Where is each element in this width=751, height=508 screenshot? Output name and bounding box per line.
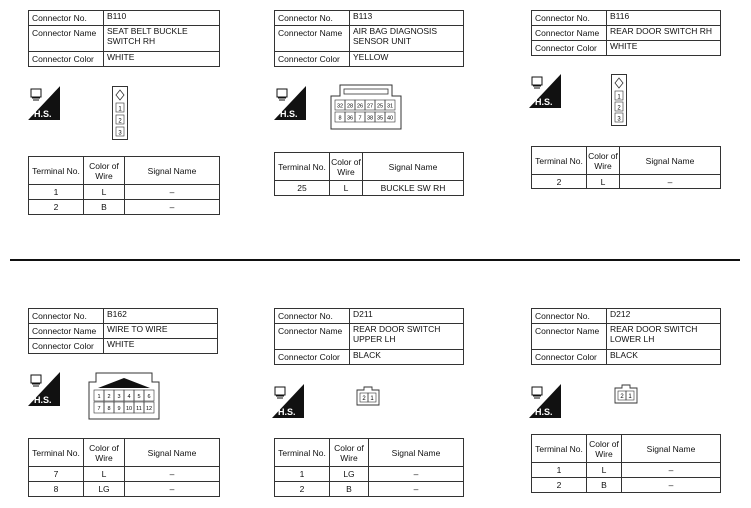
table-row: 25 L BUCKLE SW RH [275, 181, 464, 196]
table-row: 1 LG – [275, 467, 464, 482]
svg-text:27: 27 [366, 103, 374, 110]
table-row: 1 L – [532, 463, 721, 478]
connector-block-d212 [531, 308, 721, 365]
connector-face-d212 [614, 384, 638, 404]
svg-text:6: 6 [147, 394, 151, 400]
harness-side-icon [272, 384, 304, 418]
connector-info-table: Connector No. D212 Connector Name REAR DOOR SWITCH LOWER LH Connector Color BLACK [531, 308, 721, 365]
svg-text:26: 26 [356, 103, 364, 110]
harness-side-icon [529, 384, 561, 418]
svg-text:H.S.: H.S. [34, 395, 52, 405]
terminal-table-d212: Terminal No. Color of Wire Signal Name 1 L – 2 B – [531, 434, 721, 493]
harness-side-icon [28, 372, 60, 406]
table-row: 8 LG – [29, 482, 220, 497]
svg-text:9: 9 [117, 406, 121, 412]
connector-face-b110 [112, 86, 128, 140]
svg-text:5: 5 [137, 394, 141, 400]
connector-block-b162 [28, 308, 218, 354]
svg-text:11: 11 [136, 406, 142, 412]
svg-text:H.S.: H.S. [278, 407, 296, 417]
svg-text:2: 2 [620, 394, 624, 400]
svg-text:12: 12 [145, 406, 153, 412]
connector-block-b116 [531, 10, 721, 56]
svg-text:28: 28 [346, 103, 354, 110]
svg-text:3: 3 [118, 130, 122, 137]
table-row: 2 L – [532, 175, 721, 189]
svg-text:31: 31 [386, 103, 394, 110]
connector-info-table: Connector No. D211 Connector Name REAR DOOR SWITCH UPPER LH Connector Color BLACK [274, 308, 464, 365]
svg-text:1: 1 [118, 106, 122, 113]
connector-block-b113 [274, 10, 464, 67]
table-row: 7 L – [29, 467, 220, 482]
terminal-table-b162: Terminal No. Color of Wire Signal Name 7 L – 8 LG – [28, 438, 220, 497]
section-divider [10, 259, 740, 261]
connector-block-b110 [28, 10, 220, 67]
terminal-table-b116: Terminal No. Color of Wire Signal Name 2 L – [531, 146, 721, 189]
table-row: 1 L – [29, 185, 220, 200]
svg-text:3: 3 [117, 394, 121, 400]
svg-text:3: 3 [617, 116, 621, 123]
terminal-table-b113: Terminal No. Color of Wire Signal Name 25 L BUCKLE SW RH [274, 152, 464, 196]
table-row: 2 B – [532, 478, 721, 493]
connector-block-d211 [274, 308, 464, 365]
connector-info-table: Connector No. B116 Connector Name REAR DOOR SWITCH RH Connector Color WHITE [531, 10, 721, 56]
svg-text:36: 36 [346, 115, 354, 122]
harness-side-icon [28, 86, 60, 120]
connector-info-table: Connector No. B113 Connector Name AIR BAG DIAGNOSIS SENSOR UNIT Connector Color YELLOW [274, 10, 464, 67]
svg-text:H.S.: H.S. [280, 109, 298, 119]
connector-info-table: Connector No. B162 Connector Name WIRE TO WIRE Connector Color WHITE [28, 308, 218, 354]
svg-text:2: 2 [107, 394, 111, 400]
svg-text:H.S.: H.S. [535, 407, 553, 417]
svg-text:8: 8 [107, 406, 111, 412]
harness-side-icon [274, 86, 306, 120]
svg-text:35: 35 [376, 115, 384, 122]
svg-text:2: 2 [118, 118, 122, 125]
svg-text:25: 25 [376, 103, 384, 110]
svg-text:1: 1 [370, 396, 374, 402]
svg-text:1: 1 [617, 94, 621, 101]
connector-face-b162 [88, 372, 160, 420]
svg-text:38: 38 [366, 115, 374, 122]
svg-text:1: 1 [628, 394, 632, 400]
svg-text:7: 7 [358, 115, 362, 122]
connector-face-d211 [356, 386, 380, 406]
terminal-table-b110: Terminal No. Color of Wire Signal Name 1 L – 2 B – [28, 156, 220, 215]
terminal-table-d211: Terminal No. Color of Wire Signal Name 1 LG – 2 B – [274, 438, 464, 497]
svg-text:4: 4 [127, 394, 131, 400]
svg-text:32: 32 [336, 103, 344, 110]
table-row: 2 B – [29, 200, 220, 215]
svg-text:2: 2 [617, 105, 621, 112]
connector-face-b116 [611, 74, 627, 126]
svg-text:7: 7 [97, 406, 101, 412]
svg-text:40: 40 [386, 115, 394, 122]
svg-text:H.S.: H.S. [34, 109, 52, 119]
svg-text:8: 8 [338, 115, 342, 122]
svg-text:H.S.: H.S. [535, 97, 553, 107]
svg-text:2: 2 [362, 396, 366, 402]
harness-side-icon [529, 74, 561, 108]
connector-info-table: Connector No. B110 Connector Name SEAT BELT BUCKLE SWITCH RH Connector Color WHITE [28, 10, 220, 67]
connector-face-b113 [330, 84, 402, 130]
table-row: 2 B – [275, 482, 464, 497]
svg-text:10: 10 [125, 406, 133, 412]
svg-text:1: 1 [97, 394, 101, 400]
